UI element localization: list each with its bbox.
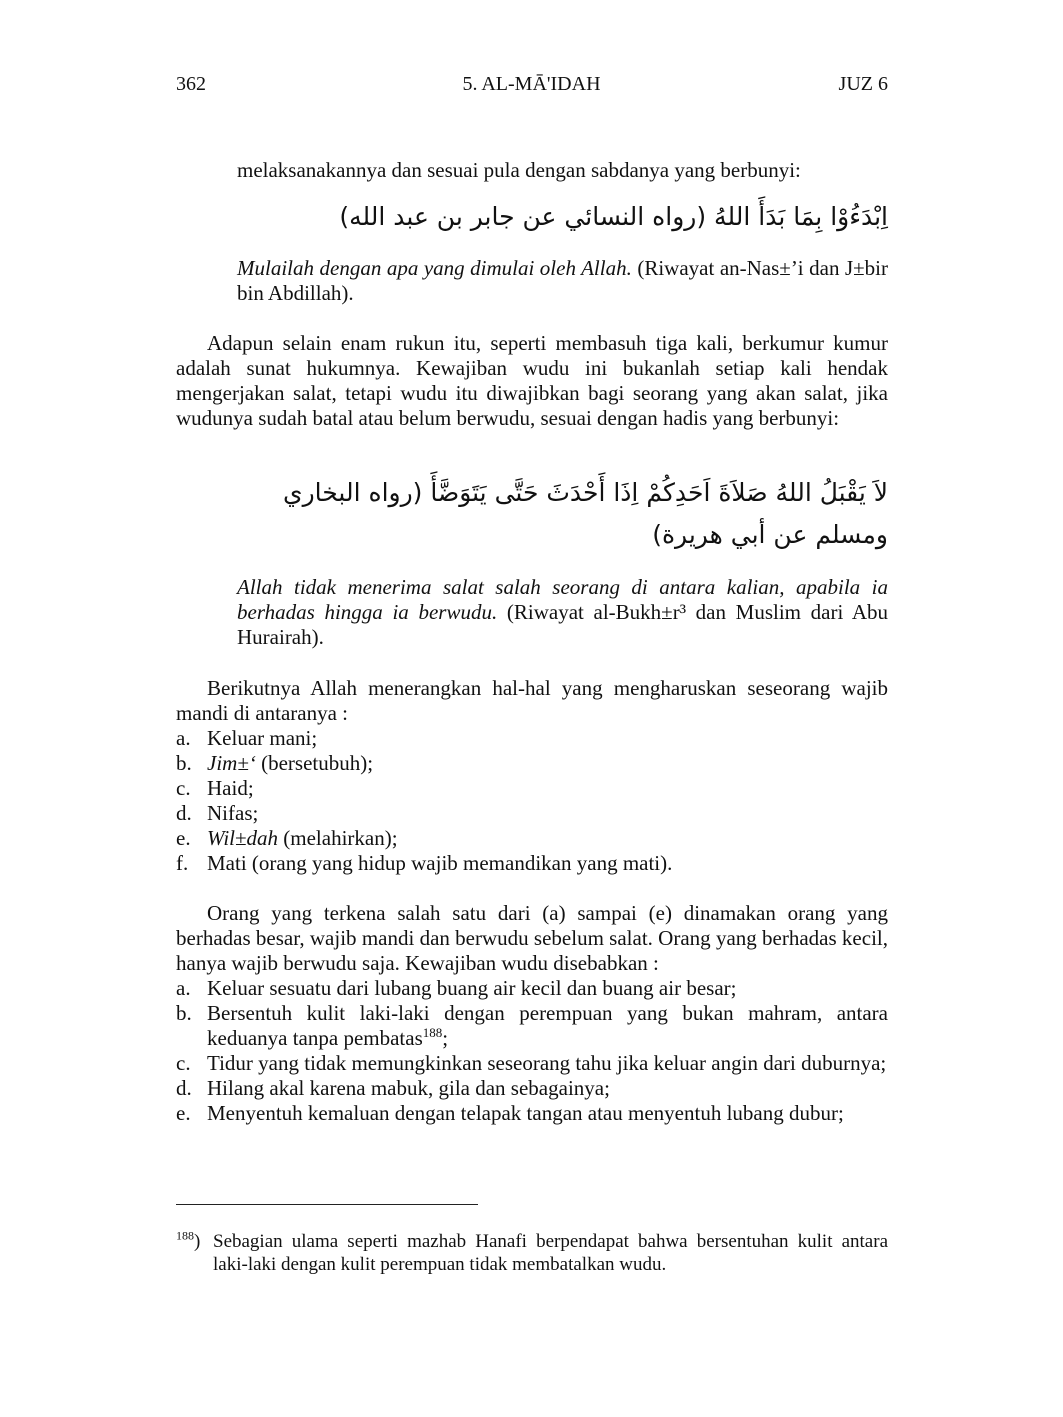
list-item: d. Nifas; [176,801,259,825]
list-item: b. Bersentuh kulit laki-laki dengan perempuan yang bukan mahram, antara keduanya tanpa pembatas$^{188}$; [176,1001,888,1050]
list-item: a. Keluar mani; [176,726,318,750]
hadith-2-translation-italic: Allah tidak menerima salat salah seorang di antara kalian, apabila ia berhadas hingga ia berwudu. [237,575,888,624]
footnote-ref[interactable]: 188 [422,1025,443,1040]
list-item: c. Tidur yang tidak memungkinkan seseorang tahu jika keluar angin dari duburnya; [176,1051,887,1075]
list-item: d. Hilang akal karena mabuk, gila dan sebagainya; [176,1076,610,1100]
intro-line: melaksanakannya dan sesuai pula dengan sabdanya yang berbunyi: [237,158,801,182]
paragraph-mandi: Berikutnya Allah menerangkan hal-hal yang mengharuskan seseorang wajib mandi di antaranya : [176,676,888,725]
paragraph-sunat: Adapun selain enam rukun itu, seperti membasuh tiga kali, berkumur kumur adalah sunat hukumnya. Kewajiban wudu ini bukanlah setiap kali hendak mengerjakan salat, tetapi wudu itu diwajibkan bagi seorang yang akan salat, jika wudunya sudah batal atau belum berwudu, sesuai dengan hadis yang berbunyi: [176,331,888,430]
list-item: e. Menyentuh kemaluan dengan telapak tangan atau menyentuh lubang dubur; [176,1101,844,1125]
page-number: 362 [176,73,206,95]
footnote-divider [176,1204,478,1205]
hadith-1-source: (Riwayat an-Nas±’i dan J±bir bin Abdillah). [237,256,888,305]
list-item: f. Mati (orang yang hidup wajib memandikan yang mati). [176,851,673,875]
hadith-2-source: (Riwayat al-Bukh±r³ dan Muslim dari Abu Hurairah). [237,600,888,649]
hadith-1-translation [237,256,888,306]
wudu-list [176,976,888,1126]
hadith-2-translation [237,575,888,650]
arabic-hadith-2: لاَ يَقْبَلُ اللهُ صَلاَةَ اَحَدِكُمْ اِذَا أَحْدَثَ حَتَّى يَتَوَضَّأَ (رواه البخاري ومسلم عن أبي هريرة) [283,478,888,549]
running-head-surah: 5. AL-MĀ'IDAH [462,73,601,95]
footnote [176,1230,888,1276]
paragraph-wudu: Orang yang terkena salah satu dari (a) sampai (e) dinamakan orang yang berhadas besar, wajib mandi dan berwudu sebelum salat. Orang yang berhadas kecil, hanya wajib berwudu saja. Kewajiban wudu disebabkan : [176,901,888,975]
footnote-text: Sebagian ulama seperti mazhab Hanafi berpendapat bahwa bersentuhan kulit antara laki-laki dengan kulit perempuan tidak membatalkan wudu. [213,1231,888,1275]
footnote-marker: $^{188}$) [176,1228,201,1252]
list-item: c. Haid; [176,776,254,800]
list-item: b. Jim±‘ (bersetubuh); [176,751,374,775]
list-item: a. Keluar sesuatu dari lubang buang air kecil dan buang air besar; [176,976,737,1000]
running-head-juz: JUZ 6 [838,73,888,95]
mandi-list [176,726,888,876]
hadith-1-translation-italic: Mulailah dengan apa yang dimulai oleh Allah. [237,256,632,280]
list-item: e. Wil±dah (melahirkan); [176,826,398,850]
arabic-hadith-1: اِبْدَءُوْا بِمَا بَدَأَ اللهُ (رواه النسائي عن جابر بن عبد الله) [339,202,888,231]
